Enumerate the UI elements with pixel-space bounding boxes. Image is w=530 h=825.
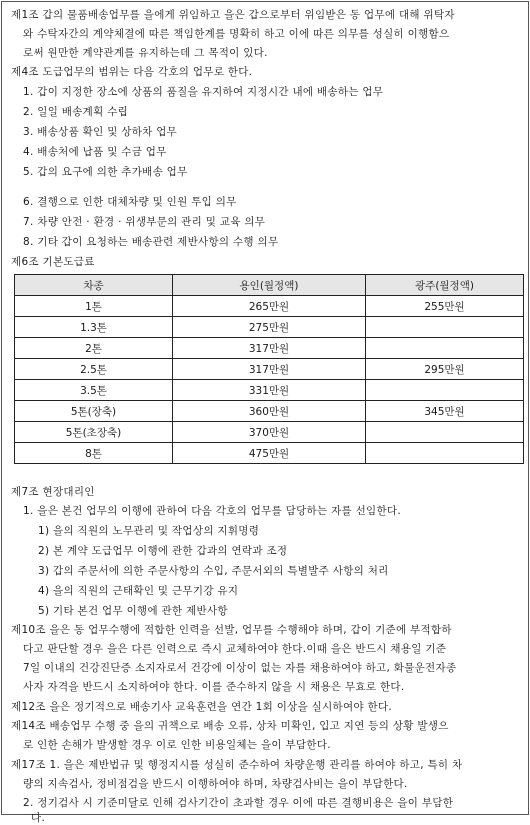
contract-page bbox=[1, 1, 529, 824]
article7-subitem: 2) 본 계약 도급업무 이행에 관한 갑과의 연락과 조정 bbox=[38, 545, 288, 557]
gwangju-fee-cell: 345만원 bbox=[366, 401, 524, 422]
gwangju-fee-cell bbox=[366, 443, 524, 464]
yongin-fee-cell: 275만원 bbox=[173, 317, 366, 338]
base-fee-table bbox=[14, 274, 524, 464]
vehicle-type-cell: 2톤 bbox=[15, 338, 173, 359]
vehicle-type-cell: 5톤(초장축) bbox=[15, 422, 173, 443]
article7-subitem: 1) 을의 직원의 노무관리 및 작업상의 지휘명령 bbox=[38, 525, 260, 537]
article12-line: 제12조 을은 정기적으로 배송기사 교육훈련을 연간 1회 이상을 실시하여야 한다. bbox=[11, 701, 393, 713]
vehicle-type-cell: 3.5톤 bbox=[15, 380, 173, 401]
table-row bbox=[15, 338, 524, 359]
table-row bbox=[15, 401, 524, 422]
article7-subitem: 4) 을의 직원의 근태확인 및 근무기강 유지 bbox=[38, 585, 239, 597]
yongin-fee-cell: 475만원 bbox=[173, 443, 366, 464]
article14-line: 로 인한 손해가 발생할 경우 이로 인한 비용일체는 을이 부담한다. bbox=[23, 739, 331, 751]
yongin-fee-cell: 317만원 bbox=[173, 359, 366, 380]
table-row bbox=[15, 296, 524, 317]
article10-line: 다고 판단할 경우 을은 다른 인력으로 즉시 교체하여야 한다.이때 을은 반드시 채용일 기준 bbox=[23, 643, 447, 655]
article7-subitem: 3) 갑의 주문서에 의한 주문사항의 수입, 주문서외의 특별발주 사항의 처리 bbox=[38, 565, 389, 577]
article4-item: 8. 기타 갑이 요청하는 배송관련 제반사항의 수행 의무 bbox=[23, 236, 279, 248]
article4-item: 7. 차량 안전 · 환경 · 위생부문의 관리 및 교육 의무 bbox=[23, 216, 266, 228]
header-yongin-monthly: 용인(월정액) bbox=[173, 275, 366, 296]
article17-line: 2. 정기검사 시 기준미달로 인해 검사기간이 초과할 경우 이에 따른 결행비용은 을이 부담한 bbox=[23, 797, 454, 809]
table-row bbox=[15, 443, 524, 464]
article17-line: 다. bbox=[31, 812, 46, 824]
article10-line: 7일 이내의 건강진단증 소지자로서 건강에 이상이 없는 자를 채용하여야 하고, 화물운전자종 bbox=[23, 662, 457, 674]
article10-line: 제10조 을은 동 업무수행에 적합한 인력을 선발, 업무를 수행해야 하며, 갑이 기준에 부적합하 bbox=[11, 624, 452, 636]
article4-item: 2. 일일 배송계획 수립 bbox=[23, 106, 129, 118]
table-row bbox=[15, 380, 524, 401]
article1-line: 와 수탁자간의 계약체결에 따른 책임한계를 명확히 하고 이에 따른 의무를 성실히 이행함으 bbox=[23, 28, 450, 40]
article7-subitem: 5) 기타 본건 업무 이행에 관한 제반사항 bbox=[38, 605, 228, 617]
article10-line: 사자 자격을 반드시 소지하여야 한다. 이를 준수하지 않을 시 채용은 무효로 한다. bbox=[23, 681, 405, 693]
article4-item: 4. 배송처에 납품 및 수금 업무 bbox=[23, 146, 167, 158]
article4-heading: 제4조 도급업무의 범위는 다음 각호의 업무로 한다. bbox=[11, 66, 253, 78]
article4-item: 5. 갑의 요구에 의한 추가배송 업무 bbox=[23, 166, 188, 178]
article17-line: 량의 지속검사, 정비점검을 반드시 이행하여야 하며, 차량검사비는 을이 부담한다. bbox=[23, 778, 408, 790]
article4-item: 6. 결행으로 인한 대체차량 및 인원 투입 의무 bbox=[23, 196, 237, 208]
yongin-fee-cell: 331만원 bbox=[173, 380, 366, 401]
header-vehicle-type: 차종 bbox=[15, 275, 173, 296]
article17-line: 제17조 1. 을은 제반법규 및 행정지시를 성실히 준수하여 차량운행 관리를 하여야 하고, 특히 차 bbox=[11, 759, 463, 771]
gwangju-fee-cell: 295만원 bbox=[366, 359, 524, 380]
vehicle-type-cell: 1톤 bbox=[15, 296, 173, 317]
vehicle-type-cell: 2.5톤 bbox=[15, 359, 173, 380]
yongin-fee-cell: 317만원 bbox=[173, 338, 366, 359]
vehicle-type-cell: 5톤(장축) bbox=[15, 401, 173, 422]
yongin-fee-cell: 265만원 bbox=[173, 296, 366, 317]
table-header-row bbox=[15, 275, 524, 296]
table-row bbox=[15, 317, 524, 338]
vehicle-type-cell: 1.3톤 bbox=[15, 317, 173, 338]
vehicle-type-cell: 8톤 bbox=[15, 443, 173, 464]
article7-item: 1. 을은 본건 업무의 이행에 관하여 다음 각호의 업무를 담당하는 자를 선임한다. bbox=[23, 505, 402, 517]
gwangju-fee-cell bbox=[366, 422, 524, 443]
gwangju-fee-cell bbox=[366, 338, 524, 359]
table-row bbox=[15, 359, 524, 380]
article1-line: 로써 원만한 계약관계를 유지하는데 그 목적이 있다. bbox=[23, 47, 268, 59]
article14-line: 제14조 배송업무 수행 중 을의 귀책으로 배송 오류, 상차 미확인, 입고 지연 등의 상황 발생으 bbox=[11, 720, 449, 732]
article1-line: 제1조 갑의 물품배송업무를 을에게 위임하고 을은 갑으로부터 위임받은 동 업무에 대해 위탁자 bbox=[11, 9, 455, 21]
article4-item: 3. 배송상품 확인 및 상하차 업무 bbox=[23, 126, 178, 138]
header-gwangju-monthly: 광주(월정액) bbox=[366, 275, 524, 296]
article6-heading: 제6조 기본도급료 bbox=[11, 256, 95, 268]
article4-item: 1. 갑이 지정한 장소에 상품의 품질을 유지하여 지정시간 내에 배송하는 업무 bbox=[23, 86, 384, 98]
yongin-fee-cell: 370만원 bbox=[173, 422, 366, 443]
yongin-fee-cell: 360만원 bbox=[173, 401, 366, 422]
gwangju-fee-cell: 255만원 bbox=[366, 296, 524, 317]
gwangju-fee-cell bbox=[366, 380, 524, 401]
article7-heading: 제7조 현장대리인 bbox=[11, 486, 95, 498]
table-row bbox=[15, 422, 524, 443]
gwangju-fee-cell bbox=[366, 317, 524, 338]
